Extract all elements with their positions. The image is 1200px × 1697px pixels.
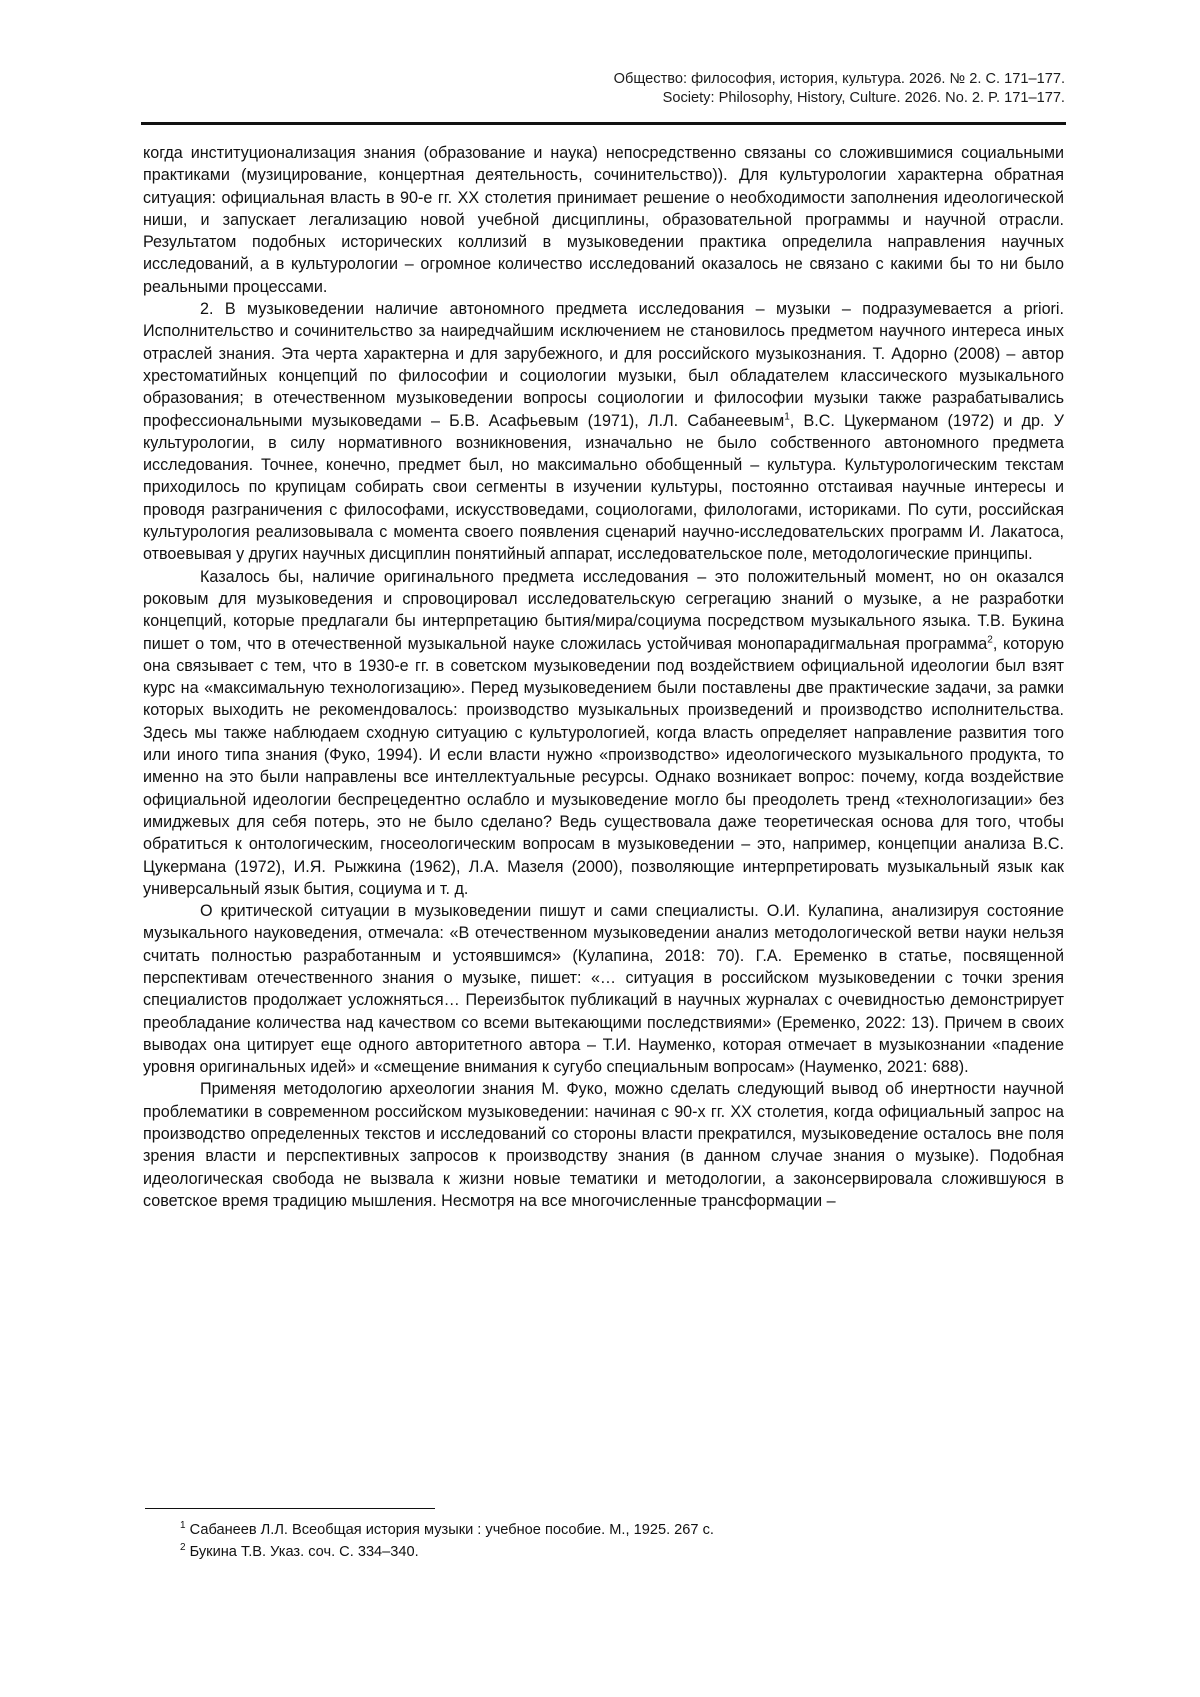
paragraph-4: О критической ситуации в музыковедении пишут и сами специалисты. О.И. Кулапина, анализируя состояние музыкального науковедения, отмечала: «В отечественном музыковедении анализ методологической ветви науки нельзя считать полностью разработанным и устоявшимся» (Кулапина, 2018: 70). Г.А. Еременко в статье, посвященной перспективам отечественного знания о музыке, пишет: «… ситуация в российском музыковедении с точки зрения специалистов продолжает усложняться… Переизбыток публикаций в научных журналах с очевидностью демонстрирует преобладание количества над качеством со всеми вытекающими последствиями» (Еременко, 2022: 13). Причем в своих выводах она цитирует еще одного авторитетного автора – Т.И. Науменко, которая отмечает в музыкознании «падение уровня оригинальных идей» и «смещение внимания к сугубо специальным вопросам» (Науменко, 2021: 688). [143,902,1064,1077]
footnote-separator [145,1508,435,1509]
paragraph-2 [143,298,1064,566]
article-body [143,142,1064,1212]
footnote-mark-2: 2 [180,1542,186,1554]
footnote-text-2: Букина Т.В. Указ. соч. С. 334–340. [189,1544,419,1560]
footnote-ref-1[interactable]: 1 [784,411,790,423]
paragraph-5: Применяя методологию археологии знания М. Фуко, можно сделать следующий вывод об инертности научной проблематики в современном российском музыковедении: начиная с 90-х гг. XX столетия, когда официальный запрос на производство определенных текстов и исследований со стороны власти прекратился, музыковедение осталось вне поля зрения власти и перспективных запросов к производству знания (в данном случае знания о музыке). Подобная идеологическая свобода не вызвала к жизни новые тематики и методологии, а законсервировала сложившуюся в советское время традицию мышления. Несмотря на все многочисленные трансформации – [143,1080,1064,1210]
paragraph-3 [143,566,1064,900]
footnote-text-1: Сабанеев Л.Л. Всеобщая история музыки : учебное пособие. М., 1925. 267 с. [189,1522,714,1538]
footnote-1 [180,1519,714,1541]
footnote-mark-1: 1 [180,1520,186,1532]
journal-citation-en: Society: Philosophy, History, Culture. 2026. No. 2. P. 171–177. [662,90,1065,106]
header-rule [141,122,1066,125]
footnote-ref-2[interactable]: 2 [987,634,993,646]
paragraph-2-part-a: 2. В музыковедении наличие автономного предмета исследования – музыки – подразумевается a priori. Исполнительство и сочинительство за наиредчайшим исключением не становилось предметом научного интереса иных отраслей знания. Эта черта характерна и для зарубежного, и для российского музыкознания. Т. Адорно (2008) – автор хрестоматийных концепций по философии и социологии музыки, был обладателем классического музыкального образования; в отечественном музыковедении вопросы социологии и философии музыки также разрабатывались профессиональными музыковедами – Б.В. Асафьевым (1971), Л.Л. Сабанеевым [143,300,1064,430]
paragraph-1: когда институционализация знания (образование и наука) непосредственно связаны со сложившимися социальными практиками (музицирование, концертная деятельность, сочинительство)). Для культурологии характерна обратная ситуация: официальная власть в 90-е гг. XX столетия принимает решение о необходимости заполнения идеологической ниши, и запускает легализацию новой учебной дисциплины, образовательной программы и научной отрасли. Результатом подобных исторических коллизий в музыковедении практика определила направления научных исследований, а в культурологии – огромное количество исследований оказалось не связано с какими бы то ни было реальными процессами. [143,144,1064,296]
paragraph-3-part-a: Казалось бы, наличие оригинального предмета исследования – это положительный момент, но он оказался роковым для музыковедения и спровоцировал исследовательскую сегрегацию знаний о музыке, а не разработки концепций, которые предлагали бы интерпретацию бытия/мира/социума посредством музыкального языка. Т.В. Букина пишет о том, что в отечественной музыкальной науке сложилась устойчивая монопарадигмальная программа [143,567,1064,653]
footnotes [180,1519,714,1563]
paragraph-3-part-b: , которую она связывает с тем, что в 1930-е гг. в советском музыковедении под воздействием официальной идеологии был взят курс на «максимальную технологизацию». Перед музыковедением были поставлены две практические задачи, за рамки которых выходить не рекомендовалось: производство музыкальных произведений и производство исполнительства. Здесь мы также наблюдаем сходную ситуацию с культурологией, когда власть определяет направление развития того или иного типа знания (Фуко, 1994). И если власти нужно «производство» идеологического музыкального продукта, то именно на это были направлены все интеллектуальные ресурсы. Однако возникает вопрос: почему, когда воздействие официальной идеологии беспрецедентно ослабло и музыковедение могло бы преодолеть тренд «технологизации» без имиджевых для себя потерь, это не было сделано? Ведь существовала даже теоретическая основа для того, чтобы обратиться к онтологическим, гносеологическим вопросам в музыковедении – это, например, концепции анализа В.С. Цукермана (1972), И.Я. Рыжкина (1962), Л.А. Мазеля (2000), позволяющие интерпретировать музыкальный язык как универсальный язык бытия, социума и т. д. [143,634,1064,898]
footnote-2 [180,1541,714,1563]
journal-citation-ru: Общество: философия, история, культура. 2026. № 2. С. 171–177. [613,71,1065,87]
paragraph-2-part-b: , В.С. Цукерманом (1972) и др. У культурологии, в силу нормативного возникновения, изначально не было собственного автономного предмета исследования. Точнее, конечно, предмет был, но максимально обобщенный – культура. Культурологическим текстам приходилось по крупицам собирать свои сегменты в изучении культуры, постоянно отстаивая научные интересы и проводя разграничения с философами, искусствоведами, социологами, филологами, историками. По сути, российская культурология реализовывала с момента своего появления сценарий научно-исследовательских программ И. Лакатоса, отвоевывая у других научных дисциплин понятийный аппарат, исследовательское поле, методологические принципы. [143,411,1064,564]
running-header [614,70,1065,108]
